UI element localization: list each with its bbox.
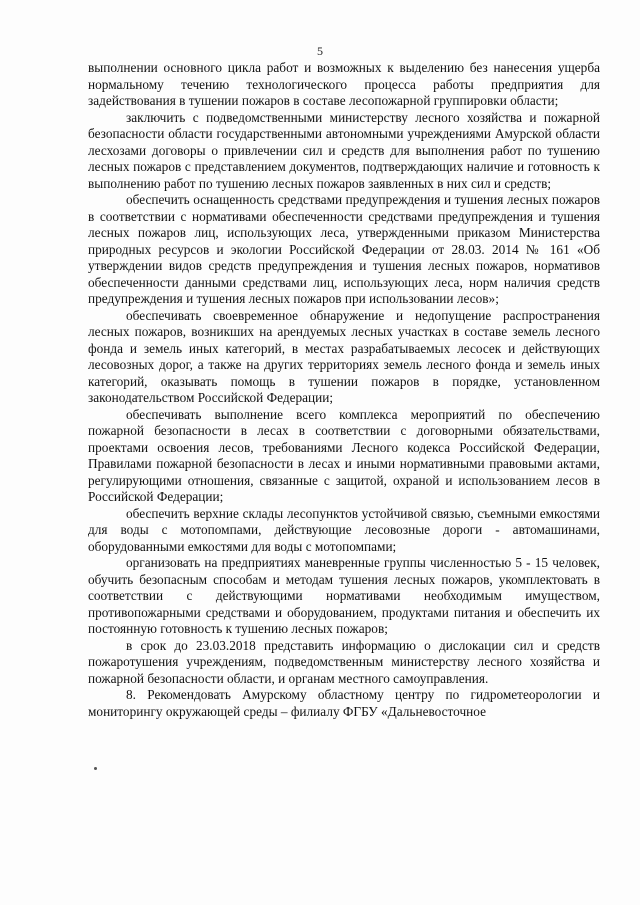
- paragraph-5: обеспечивать выполнение всего комплекса мероприятий по обеспечению пожарной безопасности в лесах в соответствии с договорными обязательствами, проектами освоения лесов, требованиями Лесного кодекса Российской Федерации, Правилами пожарной безопасности в лесах и иными нормативными правовыми актами, регулирующими отношения, связанные с защитой, охраной и использованием лесов в Российской Федерации;: [88, 406, 600, 504]
- page-number: 5: [317, 44, 323, 58]
- paragraph-8: в срок до 23.03.2018 представить информацию о дислокации сил и средств пожаротушения учреждениям, подведомственным министерству лесного хозяйства и пожарной безопасности области, и органам местного самоуправления.: [88, 637, 600, 686]
- scan-speck: [94, 767, 97, 770]
- paragraph-9: 8. Рекомендовать Амурскому областному центру по гидрометеорологии и мониторингу окружающей среды – филиалу ФГБУ «Дальневосточное: [88, 687, 600, 719]
- paragraph-2: заключить с подведомственными министерству лесного хозяйства и пожарной безопасности области государственными автономными учреждениями Амурской области лесхозами договоры о привлечении сил и средств для выполнения работ по тушению лесных пожаров с представлением документов, подтверждающих наличие и готовность к выполнению работ по тушению лесных пожаров заявленных в них сил и средств;: [88, 109, 600, 191]
- paragraph-7: организовать на предприятиях маневренные группы численностью 5 - 15 человек, обучить безопасным способам и методам тушения лесных пожаров, укомплектовать в соответствии с действующими нормативами необходимым имуществом, противопожарными средствами и оборудованием, продуктами питания и обеспечить их постоянную готовность к тушению лесных пожаров;: [88, 555, 600, 636]
- paragraph-1: выполнении основного цикла работ и возможных к выделению без нанесения ущерба нормальному течению технологического процесса работы предприятия для задействования в тушении пожаров в составе лесопожарной группировки области;: [88, 60, 600, 108]
- paragraph-6: обеспечить верхние склады лесопунктов устойчивой связью, съемными емкостями для воды с мотопомпами, действующие лесовозные дороги - автомашинами, оборудованными емкостями для воды с мотопомпами;: [88, 505, 600, 554]
- paragraph-3: обеспечить оснащенность средствами предупреждения и тушения лесных пожаров в соответствии с нормативами обеспеченности средствами предупреждения и тушения лесных пожаров лиц, использующих леса, утвержденными приказом Министерства природных ресурсов и экологии Российской Федерации от 28.03. 2014 № 161 «Об утверждении видов средств предупреждения и тушения лесных пожаров, нормативов обеспеченности данными средствами лиц, использующих леса, норм наличия средств предупреждения и тушения лесных пожаров при использовании лесов»;: [88, 192, 600, 306]
- document-body: [88, 60, 600, 720]
- paragraph-4: обеспечивать своевременное обнаружение и недопущение распространения лесных пожаров, возникших на арендуемых лесных участках в составе земель лесного фонда и земель иных категорий, в местах разрабатываемых лесосек и действующих лесовозных дорог, а также на других территориях земель лесного фонда и земель иных категорий, оказывать помощь в тушении пожаров в порядке, установленном законодательством Российской Федерации;: [88, 307, 600, 405]
